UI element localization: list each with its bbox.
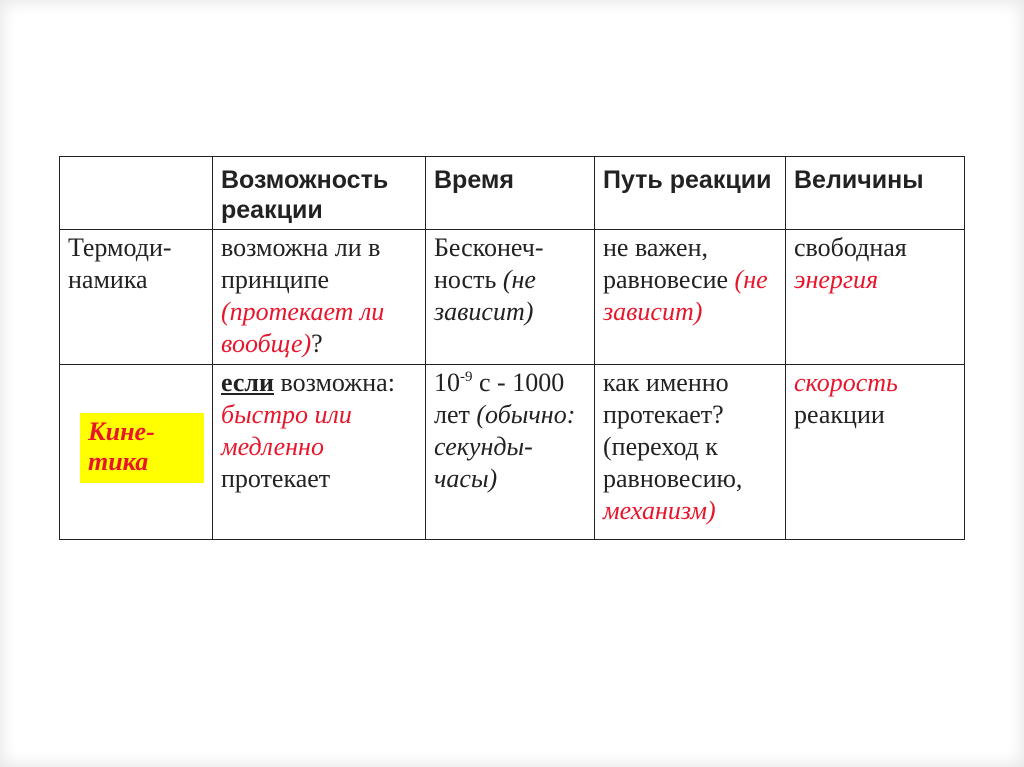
kinetics-quantities: скорость реакции bbox=[786, 365, 965, 540]
kinetics-time: $10^{-9}$ с - 1000 лет (обычно: секунды-часы) bbox=[426, 365, 595, 540]
header-row bbox=[60, 157, 965, 230]
thermodynamics-row bbox=[60, 230, 965, 365]
kinetics-label-cell bbox=[60, 365, 213, 540]
thermo-label: Термоди-намика bbox=[60, 230, 213, 365]
kinetics-label: Кине-тика bbox=[80, 413, 204, 483]
header-empty bbox=[60, 157, 213, 230]
header-path: Путь реакции bbox=[595, 157, 786, 230]
thermo-time: Бесконеч-ность (не зависит) bbox=[426, 230, 595, 365]
kinetics-possibility: если возможна: быстро или медленно протекает bbox=[213, 365, 426, 540]
thermo-quantities: свободная энергия bbox=[786, 230, 965, 365]
thermo-path: не важен, равновесие (не зависит) bbox=[595, 230, 786, 365]
kinetics-path: как именно протекает? (переход к равновесию, механизм) bbox=[595, 365, 786, 540]
comparison-table bbox=[59, 156, 965, 540]
thermo-possibility: возможна ли в принципе (протекает ли вообще)? bbox=[213, 230, 426, 365]
header-possibility: Возможность реакции bbox=[213, 157, 426, 230]
header-quantities: Величины bbox=[786, 157, 965, 230]
header-time: Время bbox=[426, 157, 595, 230]
kinetics-row bbox=[60, 365, 965, 540]
